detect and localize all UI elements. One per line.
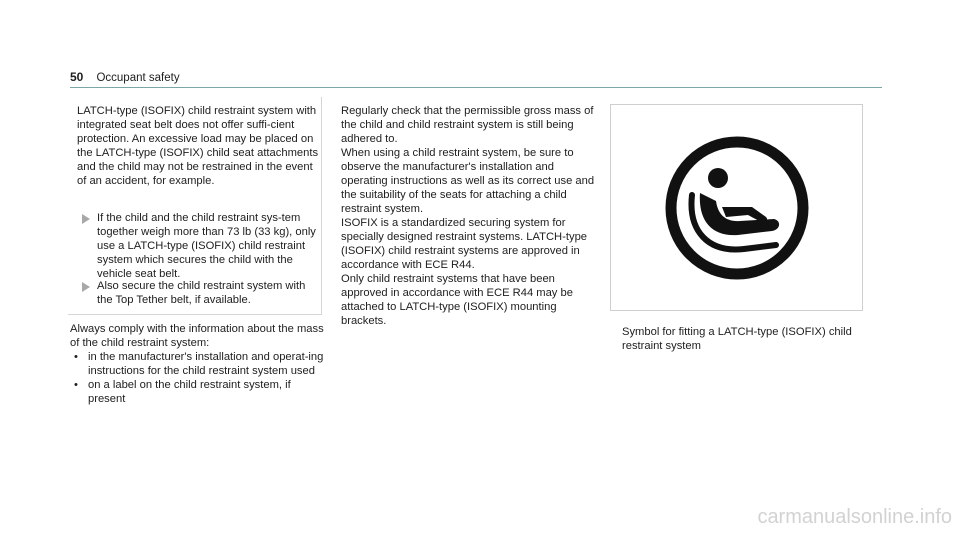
warning-intro: LATCH-type (ISOFIX) child restraint system with integrated seat belt does not offer suffi-cient protection. An excessive load may be placed on the LATCH-type (ISOFIX) child seat attachments and the child may not be restrained in the event of an accident, for example. [77, 105, 319, 187]
list-item-text: in the manufacturer's installation and operat-ing instructions for the child restraint system used [88, 351, 324, 377]
warning-step [79, 279, 319, 307]
list-item-text: on a label on the child restraint system, if present [88, 379, 291, 405]
header-rule [70, 87, 882, 88]
step-arrow-icon [82, 282, 90, 292]
isofix-figure [610, 104, 863, 311]
section-title: Occupant safety [96, 72, 180, 84]
mass-info [70, 322, 325, 406]
step-text: Also secure the child restraint system with the Top Tether belt, if available. [97, 280, 306, 306]
warning-step [79, 211, 319, 281]
bullet-icon: • [74, 379, 78, 391]
middle-column [341, 104, 596, 328]
step-text: If the child and the child restraint sys-tem together weigh more than 73 lb (33 kg), only use a LATCH-type (ISOFIX) child restraint system which secures the child with the vehicle seat belt. [97, 212, 316, 280]
paragraph: Only child restraint systems that have been approved in accordance with ECE R44 may be attached to LATCH-type (ISOFIX) mounting brackets. [341, 273, 573, 327]
step-arrow-icon [82, 214, 90, 224]
list-item [70, 378, 325, 406]
page-header [70, 70, 180, 85]
paragraph: When using a child restraint system, be sure to observe the manufacturer's installation and operating instructions as well as its correct use and the suitability of the seats for attaching a child restraint system. [341, 147, 595, 215]
page-number: 50 [70, 70, 84, 84]
list-item [70, 350, 325, 378]
figure-caption: Symbol for fitting a LATCH-type (ISOFIX) child restraint system [622, 326, 852, 352]
mass-info-text: Always comply with the information about the mass of the child restraint system: [70, 323, 324, 349]
bullet-icon: • [74, 351, 78, 363]
watermark: carmanualsonline.info [757, 506, 952, 528]
paragraph: Regularly check that the permissible gross mass of the child and child restraint system is still being adhered to. [341, 105, 594, 145]
isofix-child-seat-icon [660, 131, 814, 285]
paragraph: ISOFIX is a standardized securing system for specially designed restraint systems. LATCH-type (ISOFIX) child restraint systems are approved in accordance with ECE R44. [341, 217, 588, 271]
